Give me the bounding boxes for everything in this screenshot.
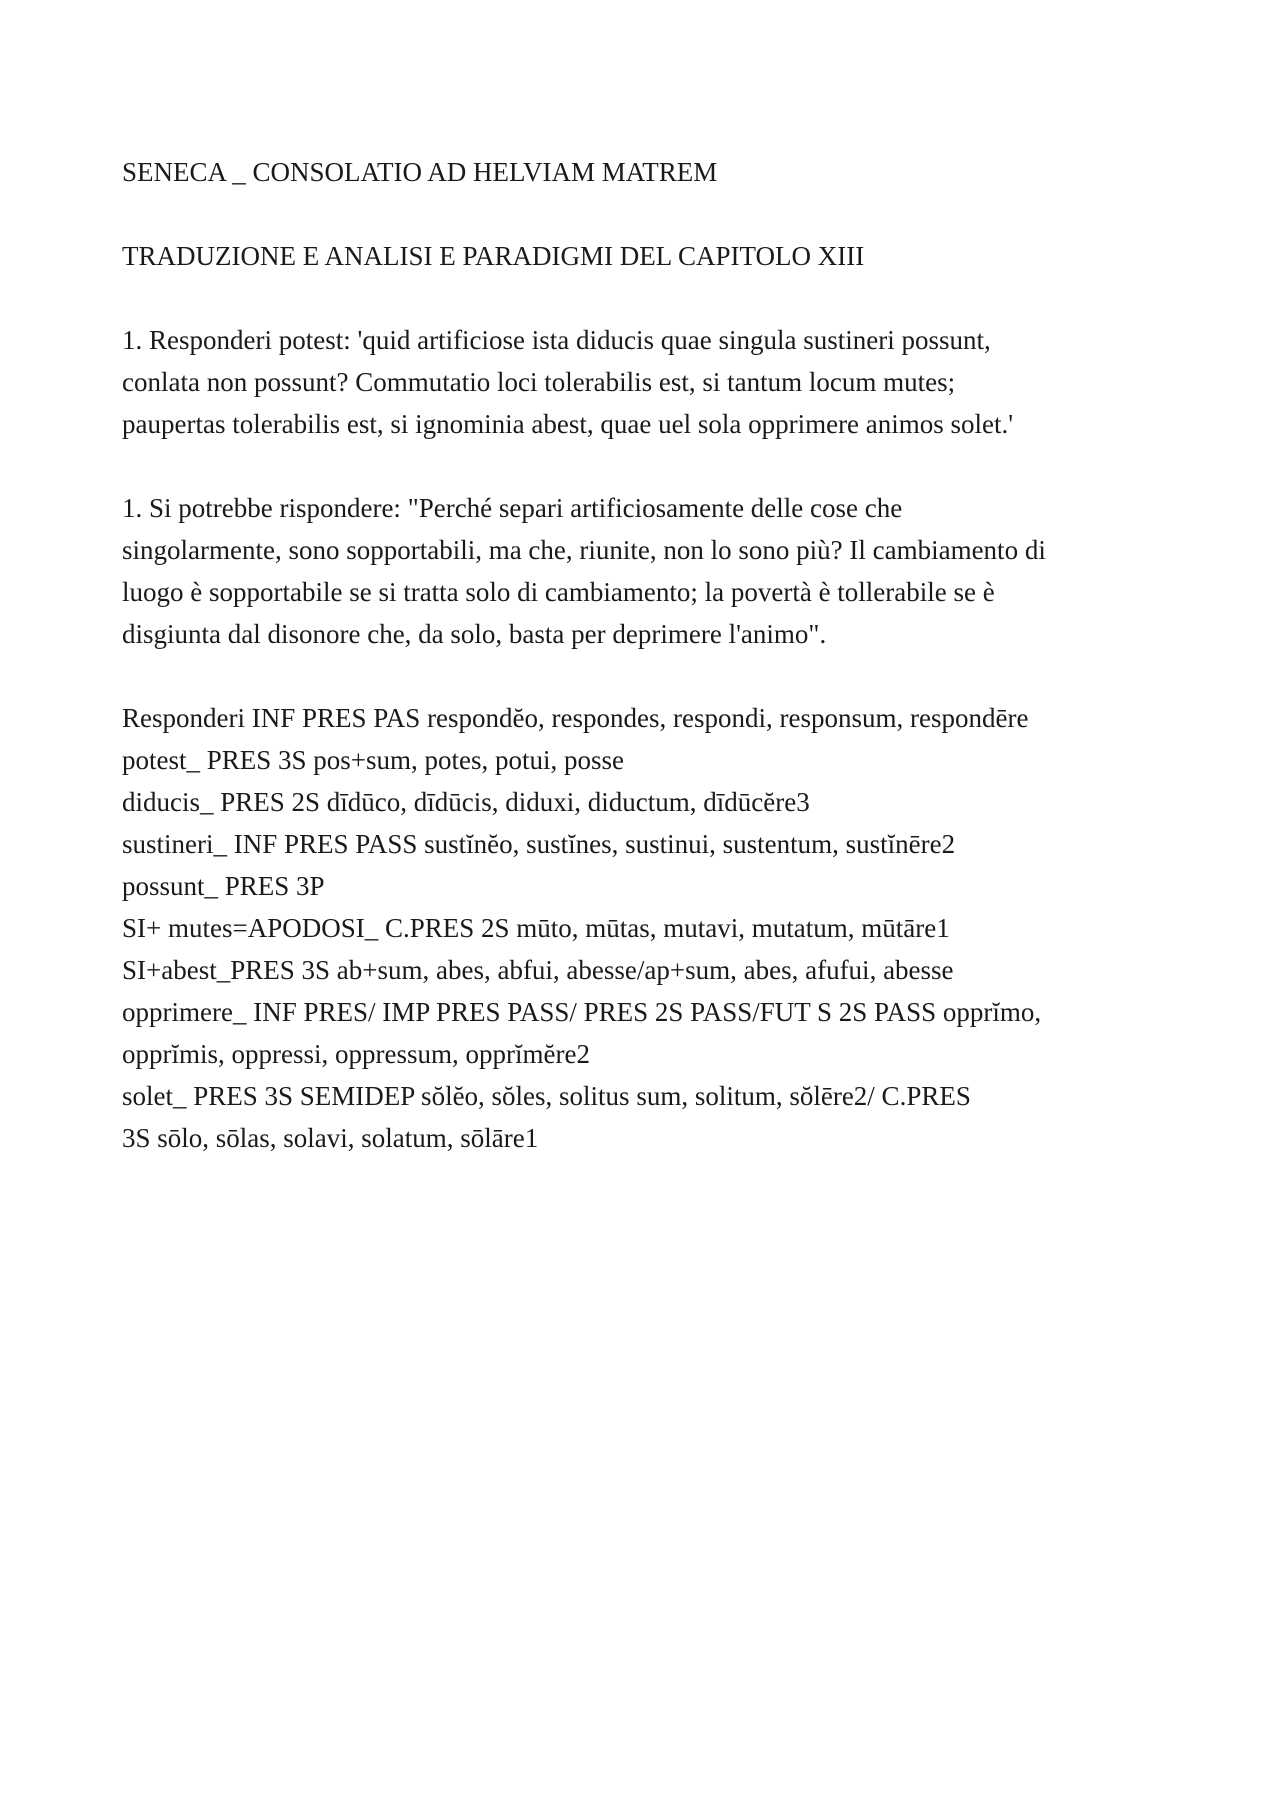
latin-line: conlata non possunt? Commutatio loci tolerabilis est, si tantum locum mutes; xyxy=(122,367,956,397)
italian-line: luogo è sopportabile se si tratta solo di cambiamento; la povertà è tollerabile se è xyxy=(122,577,995,607)
analysis-line: solet_ PRES 3S SEMIDEP sŏlĕo, sŏles, solitus sum, solitum, sŏlēre2/ C.PRES xyxy=(122,1081,971,1111)
analysis-line: possunt_ PRES 3P xyxy=(122,871,325,901)
analysis-line: potest_ PRES 3S pos+sum, potes, potui, posse xyxy=(122,745,625,775)
analysis-line: opprĭmis, oppressi, oppressum, opprĭmĕre2 xyxy=(122,1039,590,1069)
analysis-line: 3S sōlo, sōlas, solavi, solatum, sōlāre1 xyxy=(122,1123,539,1153)
spacer xyxy=(122,193,1162,235)
analysis-line: Responderi INF PRES PAS respondĕo, respondes, respondi, responsum, respondēre xyxy=(122,703,1029,733)
spacer xyxy=(122,445,1162,487)
analysis-line: diducis_ PRES 2S dīdūco, dīdūcis, diduxi, diductum, dīdūcĕre3 xyxy=(122,787,810,817)
analysis-line: SI+abest_PRES 3S ab+sum, abes, abfui, abesse/ap+sum, abes, afufui, abesse xyxy=(122,955,954,985)
spacer xyxy=(122,277,1162,319)
analysis-section xyxy=(122,697,1162,1159)
latin-line: paupertas tolerabilis est, si ignominia abest, quae uel sola opprimere animos solet.' xyxy=(122,409,1014,439)
italian-line: 1. Si potrebbe rispondere: "Perché separi artificiosamente delle cose che xyxy=(122,493,903,523)
italian-line: singolarmente, sono sopportabili, ma che, riunite, non lo sono più? Il cambiamento di xyxy=(122,535,1046,565)
analysis-line: sustineri_ INF PRES PASS sustĭnĕo, sustĭnes, sustinui, sustentum, sustĭnēre2 xyxy=(122,829,956,859)
spacer xyxy=(122,655,1162,697)
document-subtitle: TRADUZIONE E ANALISI E PARADIGMI DEL CAPITOLO XIII xyxy=(122,241,865,271)
analysis-line: SI+ mutes=APODOSI_ C.PRES 2S mūto, mūtas, mutavi, mutatum, mūtāre1 xyxy=(122,913,950,943)
document-title: SENECA _ CONSOLATIO AD HELVIAM MATREM xyxy=(122,157,718,187)
analysis-line: opprimere_ INF PRES/ IMP PRES PASS/ PRES 2S PASS/FUT S 2S PASS opprĭmo, xyxy=(122,997,1042,1027)
italian-line: disgiunta dal disonore che, da solo, basta per deprimere l'animo". xyxy=(122,619,827,649)
latin-paragraph xyxy=(122,319,1162,445)
document-body xyxy=(122,151,1162,1159)
italian-paragraph xyxy=(122,487,1162,655)
latin-line: 1. Responderi potest: 'quid artificiose ista diducis quae singula sustineri possunt, xyxy=(122,325,991,355)
